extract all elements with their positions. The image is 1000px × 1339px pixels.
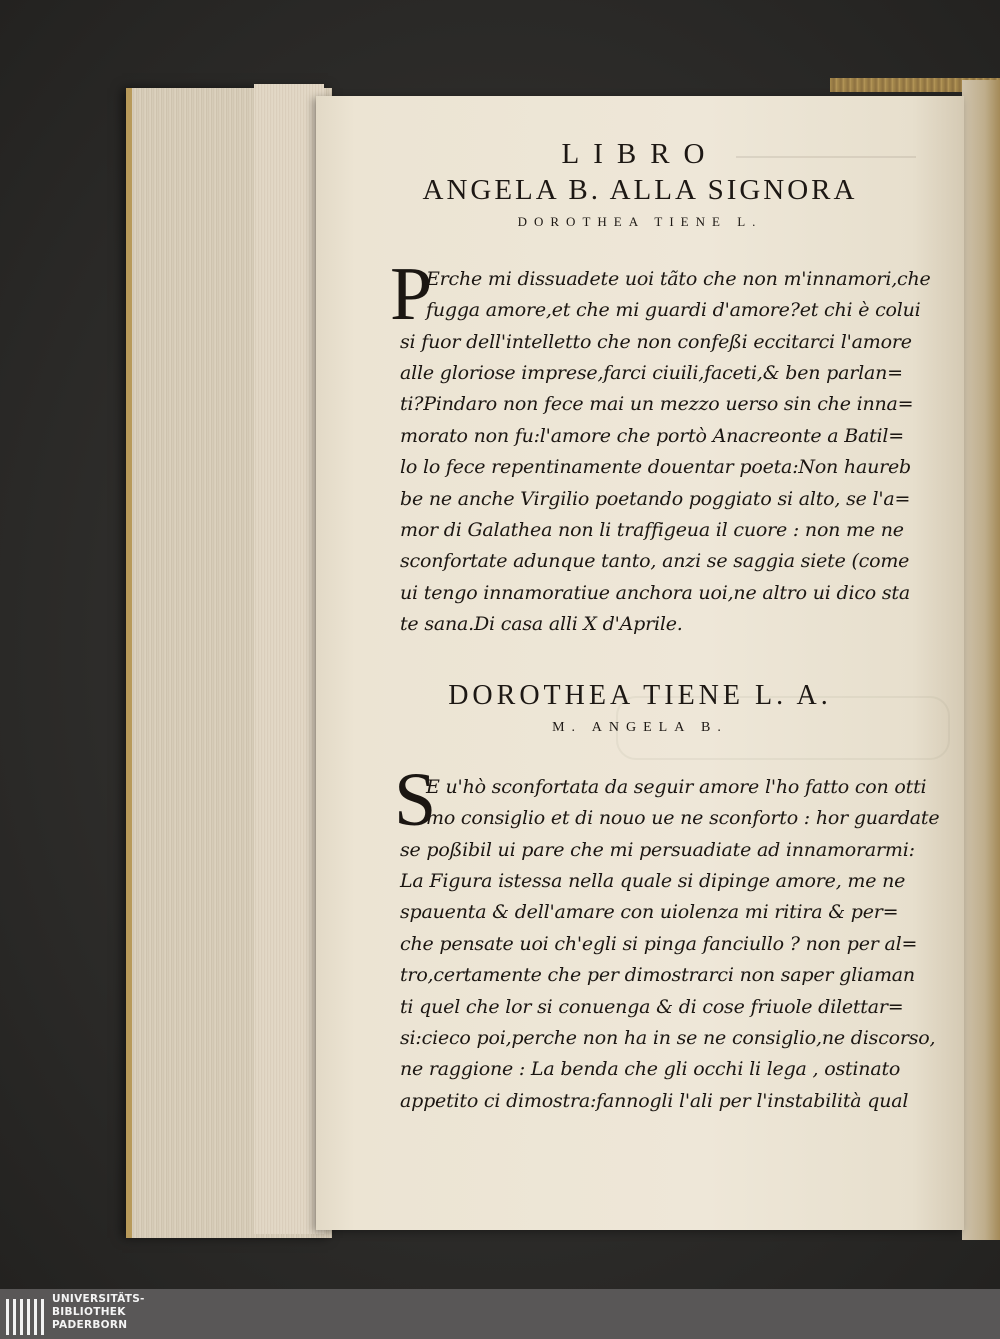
letter1-title: ANGELA B. ALLA SIGNORA: [422, 174, 858, 206]
library-name: [52, 1293, 145, 1332]
text-line: appetito ci dimostra:fannogli l'ali per l'instabilità qual: [400, 1090, 909, 1112]
drop-cap: P: [390, 252, 433, 336]
text-line: spauenta & dell'amare con uiolenza mi ritira & per=: [400, 901, 899, 923]
text-line: ne raggione : La benda che gli occhi li lega , ostinato: [400, 1058, 901, 1080]
text-line: La Figura istessa nella quale si dipinge amore, me ne: [400, 870, 906, 892]
text-line: sconfortate adunque tanto, anzi se saggia siete (come: [400, 550, 910, 572]
library-logo-icon: [0, 1289, 50, 1339]
text-line: be ne anche Virgilio poetando poggiato si alto, se l'a=: [400, 488, 911, 510]
text-line: che pensate uoi ch'egli si pinga fanciullo ? non per al=: [400, 933, 918, 955]
text-line: ti quel che lor si conuenga & di cose friuole dilettar=: [400, 996, 904, 1018]
text-line: lo lo fece repentinamente douentar poeta:Non haureb: [400, 456, 912, 478]
book-page-edges: [254, 84, 324, 1234]
book-page: [316, 96, 964, 1230]
running-head: LIBRO: [561, 138, 719, 170]
drop-cap: S: [394, 758, 437, 842]
library-footer: [0, 1289, 1000, 1339]
text-line: se poßibil ui pare che mi persuadiate ad innamorarmi:: [400, 839, 915, 861]
text-line: ti?Pindaro non fece mai un mezzo uerso sin che inna=: [400, 393, 914, 415]
text-line: E u'hò sconfortata da seguir amore l'ho fatto con otti: [426, 776, 927, 798]
text-line: si:cieco poi,perche non ha in se ne consiglio,ne discorso,: [400, 1027, 936, 1049]
text-line: fugga amore,et che mi guardi d'amore?et chi è colui: [426, 299, 921, 321]
text-line: ui tengo innamoratiue anchora uoi,ne altro ui dico sta: [400, 582, 910, 604]
text-line: morato non fu:l'amore che portò Anacreonte a Batil=: [400, 425, 905, 447]
text-line: si fuor dell'intelletto che non confeßi eccitarci l'amore: [400, 331, 912, 353]
letter1-subtitle: DOROTHEA TIENE L.: [517, 214, 763, 229]
text-line: te sana.Di casa alli X d'Aprile.: [400, 613, 683, 635]
text-line: tro,certamente che per dimostrarci non saper gliaman: [400, 964, 915, 986]
text-line: mo consiglio et di nouo ue ne sconforto : hor guardate: [426, 807, 940, 829]
library-name-line: PADERBORN: [52, 1319, 128, 1331]
letter2-title: DOROTHEA TIENE L. A.: [448, 680, 832, 711]
library-name-line: UNIVERSITÄTS-: [52, 1293, 145, 1305]
library-name-line: BIBLIOTHEK: [52, 1306, 126, 1318]
text-line: alle gloriose imprese,farci ciuili,faceti,& ben parlan=: [400, 362, 903, 384]
text-line: mor di Galathea non li traffigeua il cuore : non me ne: [400, 519, 904, 541]
letter2-subtitle: M. ANGELA B.: [552, 720, 728, 735]
facing-page-edge: [962, 80, 1000, 1240]
text-line: Erche mi dissuadete uoi tãto che non m'innamori,che: [426, 268, 931, 290]
